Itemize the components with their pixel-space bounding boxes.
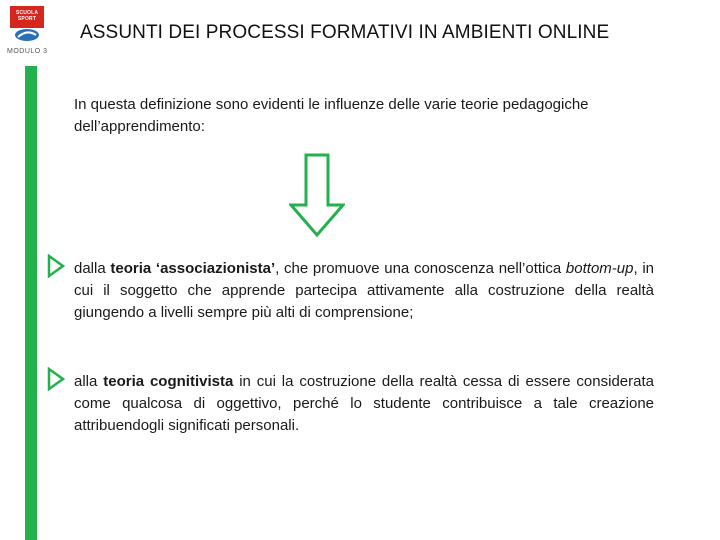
accent-bar [25,66,37,540]
bullet1-pre: dalla [74,260,111,277]
logo-badge [10,6,44,28]
bullet1-bold: teoria ‘associazionista’ [110,260,276,277]
logo-text-line2: SPORT [17,16,37,22]
bullet-associazionista [74,258,654,324]
triangle-bullet-icon [47,254,65,278]
bullet2-post: in cui la costruzione della realtà cessa di essere considerata come qualcosa di oggettivo, perché lo studente contribuisce a tale creazione attribuendogli significati personali. [74,373,654,434]
module-label: MODULO 3 [7,48,48,55]
bullet1-italic: bottom-up [565,260,634,277]
logo-text-line1: SCUOLA [15,10,39,16]
page-title: ASSUNTI DEI PROCESSI FORMATIVI IN AMBIENTI ONLINE [80,22,610,43]
logo [10,6,44,42]
triangle-bullet-icon [47,367,65,391]
logo-figure-icon [14,28,40,42]
bullet2-bold: teoria cognitivista [103,373,234,390]
bullet1-post: , in cui il soggetto che apprende partecipa attivamente alla costruzione della realtà giungendo a livelli sempre più alti di comprensione; [74,260,654,321]
bullet1-mid: , che promuove una conoscenza nell’ottica [275,260,566,277]
intro-text: In questa definizione sono evidenti le influenze delle varie teorie pedagogiche dell’apprendimento: [74,96,589,135]
bullet2-pre: alla [74,373,104,390]
bullet-cognitivista [74,371,654,437]
down-arrow-icon [289,153,345,237]
